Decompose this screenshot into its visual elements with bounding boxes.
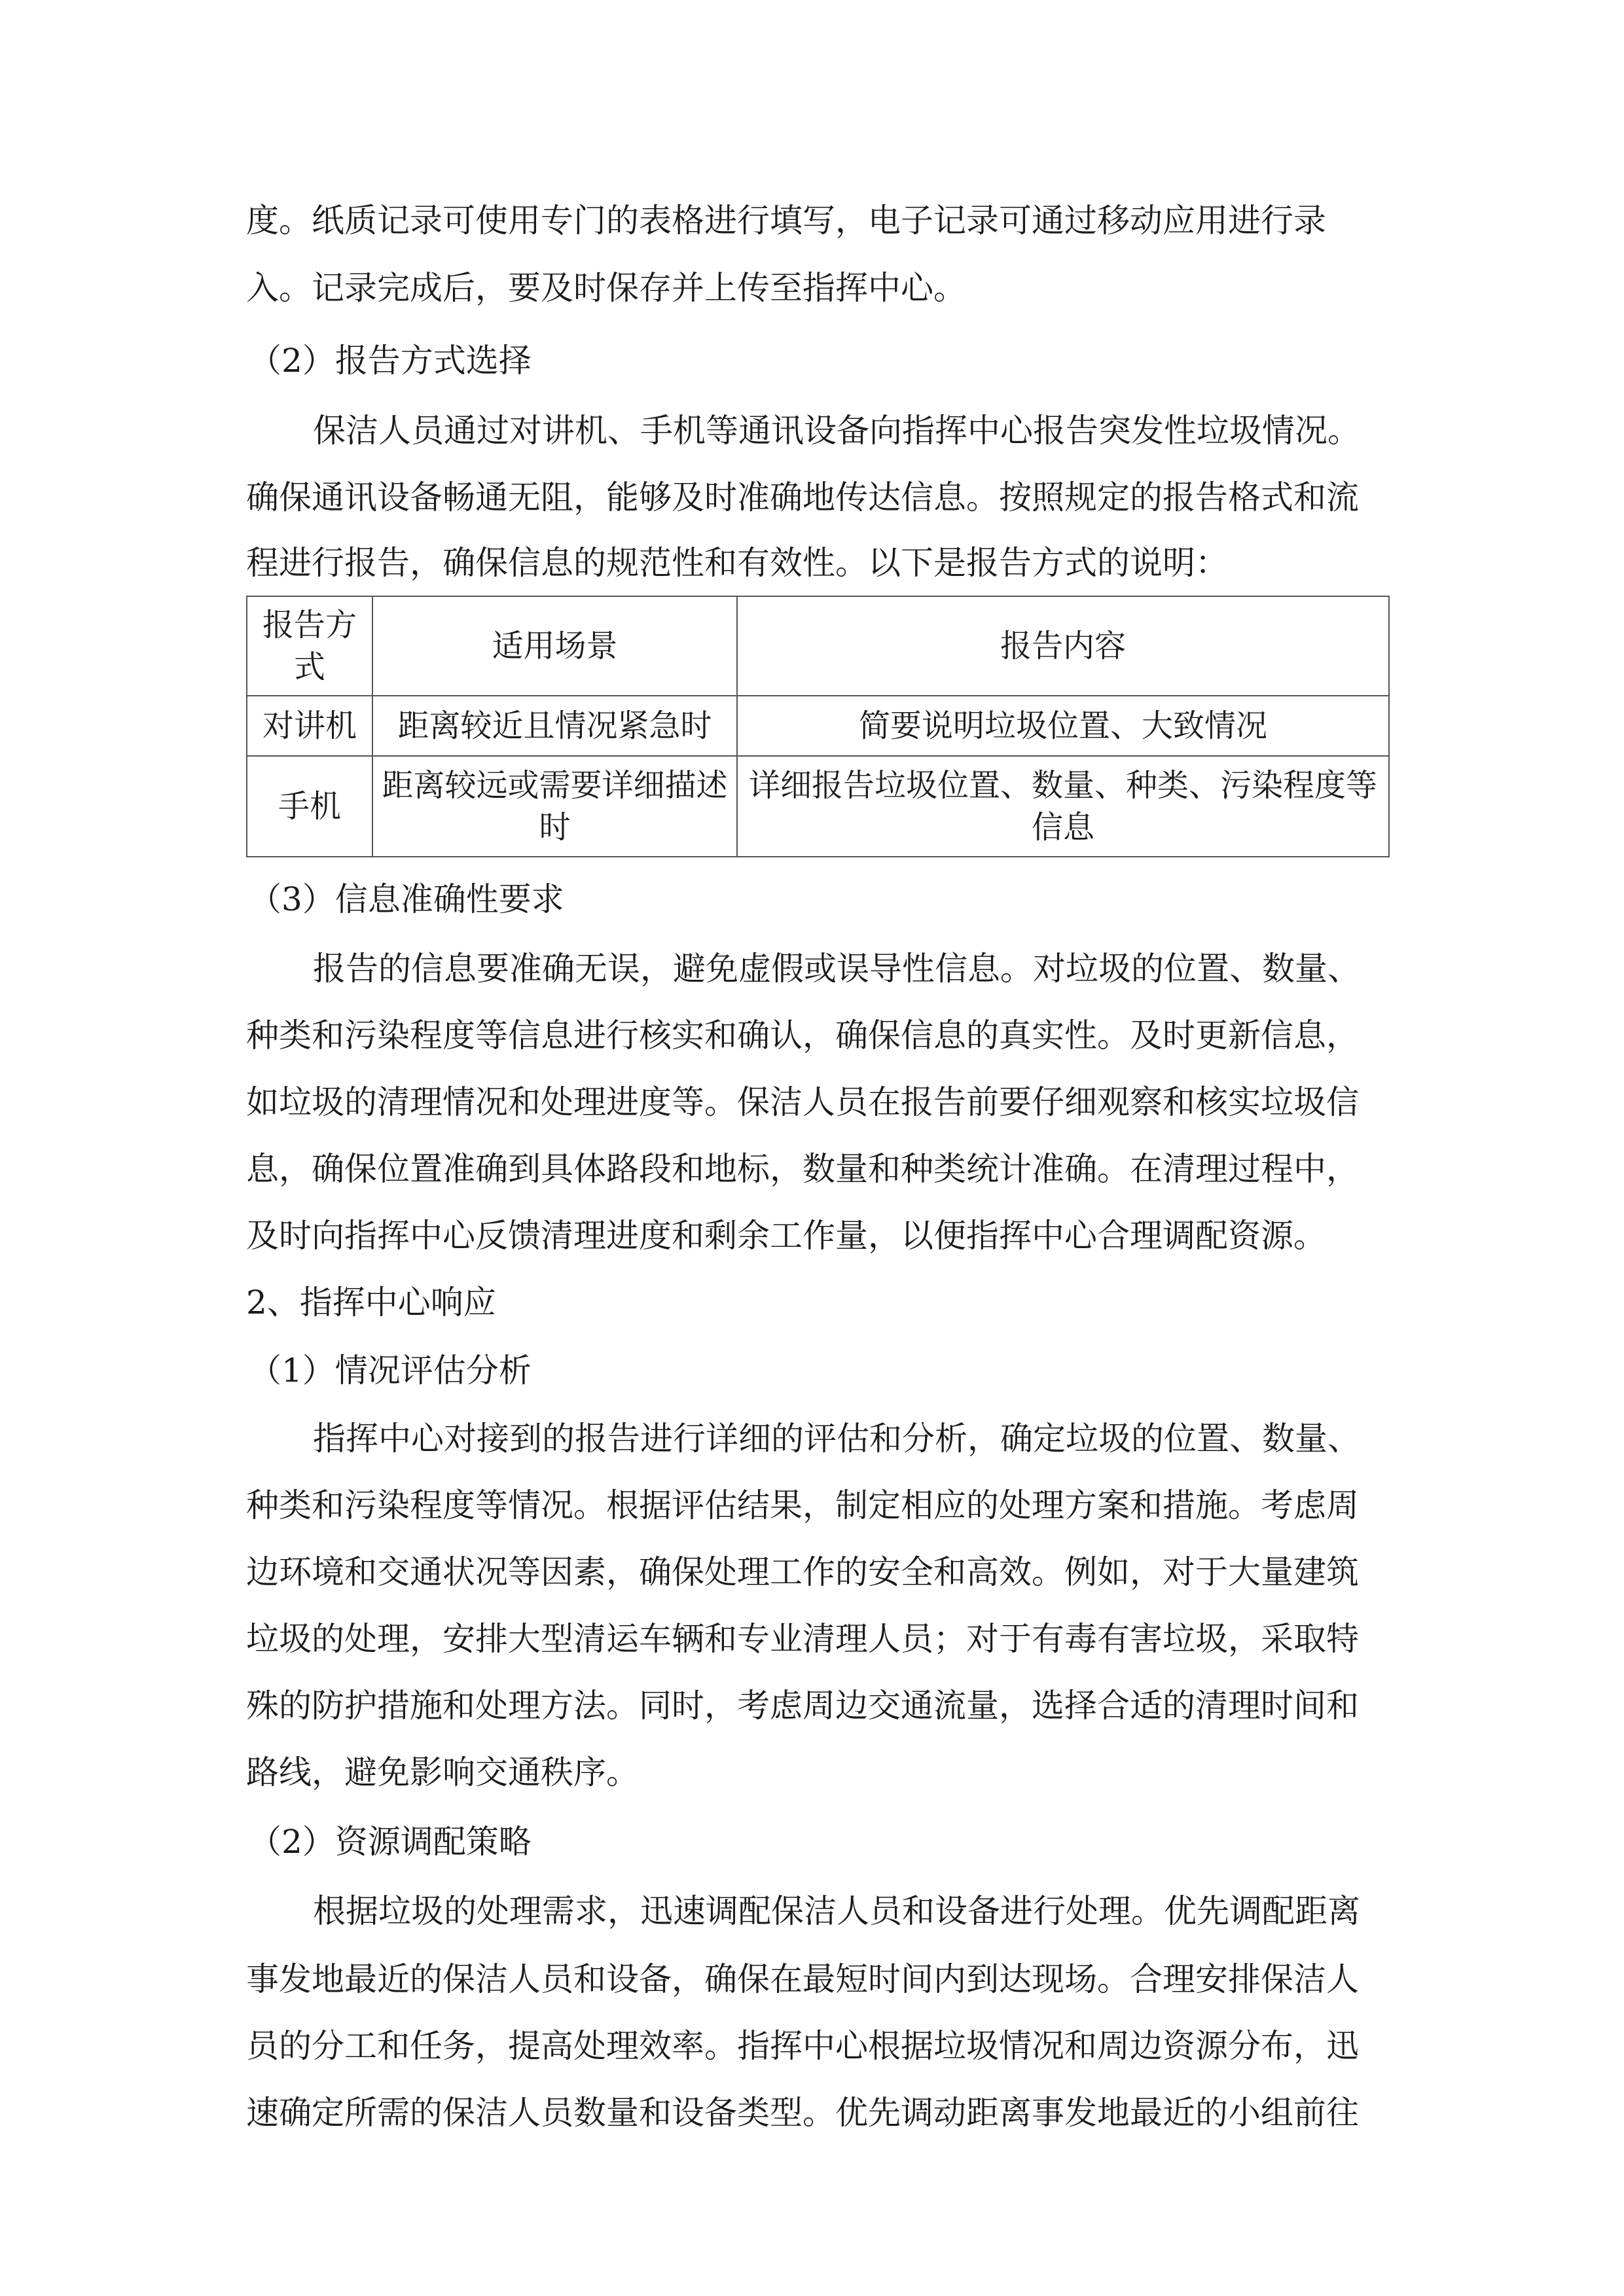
paragraph-line: 路线，避免影响交通秩序。: [246, 1753, 639, 1791]
paragraph-line: 度。纸质记录可使用专门的表格进行填写，电子记录可通过移动应用进行录: [246, 202, 1326, 240]
section-heading: （1）情况评估分析: [249, 1352, 532, 1390]
paragraph-line: 种类和污染程度等情况。根据评估结果，制定相应的处理方案和措施。考虑周: [246, 1486, 1359, 1524]
paragraph-line: 如垃圾的清理情况和处理进度等。保洁人员在报告前要仔细观察和核实垃圾信: [246, 1083, 1359, 1121]
paragraph-line: 指挥中心对接到的报告进行详细的评估和分析，确定垃圾的位置、数量、: [313, 1420, 1360, 1458]
paragraph-line: 入。记录完成后，要及时保存并上传至指挥中心。: [246, 269, 966, 307]
table-row: [247, 756, 1389, 857]
paragraph-line: 及时向指挥中心反馈清理进度和剩余工作量，以便指挥中心合理调配资源。: [246, 1217, 1326, 1255]
paragraph-line: 员的分工和任务，提高处理效率。指挥中心根据垃圾情况和周边资源分布，迅: [246, 2027, 1359, 2065]
table-cell: 手机: [247, 756, 372, 857]
paragraph-line: 殊的防护措施和处理方法。同时，考虑周边交通流量，选择合适的清理时间和: [246, 1687, 1359, 1725]
table-cell: 对讲机: [247, 696, 372, 756]
paragraph-line: 事发地最近的保洁人员和设备，确保在最短时间内到达现场。合理安排保洁人: [246, 1960, 1359, 1998]
section-heading: 2、指挥中心响应: [246, 1283, 496, 1321]
paragraph-line: 边环境和交通状况等因素，确保处理工作的安全和高效。例如，对于大量建筑: [246, 1553, 1359, 1591]
table-row: [247, 696, 1389, 756]
section-heading: （3）信息准确性要求: [249, 880, 564, 918]
paragraph-line: 种类和污染程度等信息进行核实和确认，确保信息的真实性。及时更新信息，: [246, 1016, 1359, 1054]
paragraph-line: 垃圾的处理，安排大型清运车辆和专业清理人员；对于有毒有害垃圾，采取特: [246, 1620, 1359, 1658]
table-header-cell: 报告内容: [737, 596, 1389, 696]
paragraph-line: 速确定所需的保洁人员数量和设备类型。优先调动距离事发地最近的小组前往: [246, 2094, 1359, 2132]
table-header-row: [247, 596, 1389, 696]
table-cell: 距离较近且情况紧急时: [372, 696, 737, 756]
paragraph-line: 确保通讯设备畅通无阻，能够及时准确地传达信息。按照规定的报告格式和流: [246, 478, 1359, 516]
paragraph-line: 报告的信息要准确无误，避免虚假或误导性信息。对垃圾的位置、数量、: [313, 950, 1360, 988]
table-header-cell: 报告方式: [247, 596, 372, 696]
paragraph-line: 息，确保位置准确到具体路段和地标，数量和种类统计准确。在清理过程中，: [246, 1150, 1359, 1188]
report-method-table: [246, 596, 1390, 857]
table-cell: 简要说明垃圾位置、大致情况: [737, 696, 1389, 756]
table-header-cell: 适用场景: [372, 596, 737, 696]
table-cell: 详细报告垃圾位置、数量、种类、污染程度等信息: [737, 756, 1389, 857]
paragraph-line: 保洁人员通过对讲机、手机等通讯设备向指挥中心报告突发性垃圾情况。: [313, 412, 1360, 450]
paragraph-line: 程进行报告，确保信息的规范性和有效性。以下是报告方式的说明：: [246, 544, 1228, 582]
section-heading: （2）资源调配策略: [249, 1823, 532, 1861]
section-heading: （2）报告方式选择: [249, 342, 532, 380]
paragraph-line: 根据垃圾的处理需求，迅速调配保洁人员和设备进行处理。优先调配距离: [313, 1892, 1360, 1930]
table-cell: 距离较远或需要详细描述时: [372, 756, 737, 857]
